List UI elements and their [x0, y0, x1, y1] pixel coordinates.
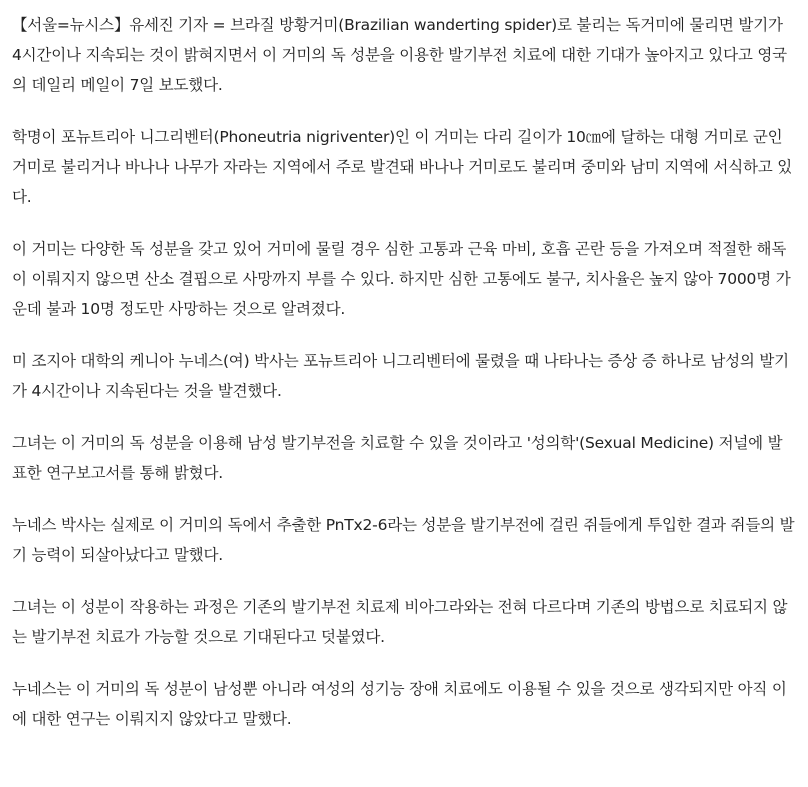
article-paragraph: 【서울=뉴시스】유세진 기자 = 브라질 방황거미(Brazilian wanderting spider)로 불리는 독거미에 물리면 발기가 4시간이나 지속되는 것이 밝혀지면서 이 거미의 독 성분을 이용한 발기부전 치료에 대한 기대가 높아지고 있다고 영국의 데일리 메일이 7일 보도했다. [12, 16, 787, 94]
article-paragraph: 누네스는 이 거미의 독 성분이 남성뿐 아니라 여성의 성기능 장애 치료에도 이용될 수 있을 것으로 생각되지만 아직 이에 대한 연구는 이뤄지지 않았다고 말했다. [12, 680, 787, 728]
article-paragraph: 이 거미는 다양한 독 성분을 갖고 있어 거미에 물릴 경우 심한 고통과 근육 마비, 호흡 곤란 등을 가져오며 적절한 해독이 이뤄지지 않으면 산소 결핍으로 사망까지 부를 수 있다. 하지만 심한 고통에도 불구, 치사율은 높지 않아 7000명 가운데 불과 10명 정도만 사망하는 것으로 알려졌다. [12, 240, 791, 318]
article-paragraph: 그녀는 이 거미의 독 성분을 이용해 남성 발기부전을 치료할 수 있을 것이라고 '성의학'(Sexual Medicine) 저널에 발표한 연구보고서를 통해 밝혔다. [12, 434, 783, 482]
article-paragraph: 누네스 박사는 실제로 이 거미의 독에서 추출한 PnTx2-6라는 성분을 발기부전에 걸린 쥐들에게 투입한 결과 쥐들의 발기 능력이 되살아났다고 말했다. [12, 516, 795, 564]
article-paragraph: 학명이 포뉴트리아 니그리벤터(Phoneutria nigriventer)인 이 거미는 다리 길이가 10㎝에 달하는 대형 거미로 군인거미로 불리거나 바나나 나무가 자라는 지역에서 주로 발견돼 바나나 거미로도 불리며 중미와 남미 지역에 서식하고 있다. [12, 128, 793, 206]
article-paragraph: 그녀는 이 성분이 작용하는 과정은 기존의 발기부전 치료제 비아그라와는 전혀 다르다며 기존의 방법으로 치료되지 않는 발기부전 치료가 가능할 것으로 기대된다고 덧붙였다. [12, 598, 788, 646]
article-paragraph: 미 조지아 대학의 케니아 누네스(여) 박사는 포뉴트리아 니그리벤터에 물렸을 때 나타나는 증상 증 하나로 남성의 발기가 4시간이나 지속된다는 것을 발견했다. [12, 352, 789, 400]
